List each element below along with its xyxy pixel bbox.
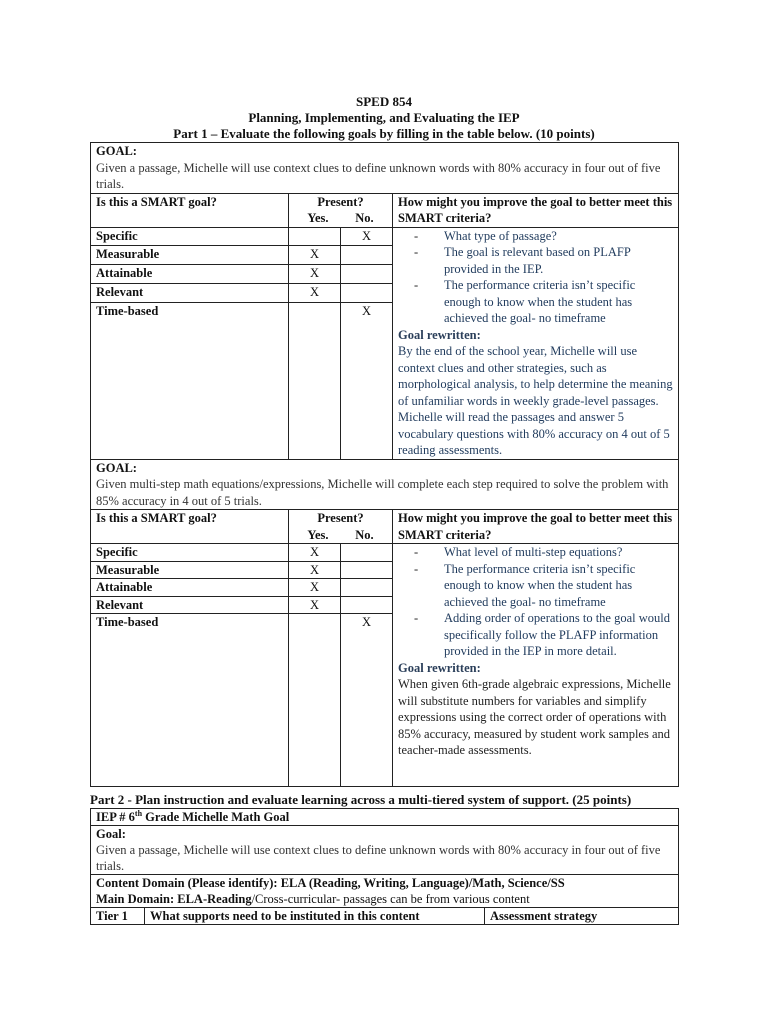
supports-header: What supports need to be instituted in this content — [145, 908, 485, 925]
goal2-no-label: No. — [355, 527, 374, 542]
goal1-yes-cell — [289, 227, 341, 246]
goal1-present-header — [289, 193, 393, 227]
iep-title — [91, 809, 679, 826]
goal1-no-cell: X — [341, 227, 393, 246]
goal1-suggestion: - The performance criteria isn’t specific enough to know when the student has achieved the goal- no timeframe — [414, 277, 673, 327]
part2-goal-label: Goal: — [96, 827, 126, 841]
document-title: Planning, Implementing, and Evaluating the IEP — [248, 110, 520, 125]
goal1-text: Given a passage, Michelle will use context clues to define unknown words with 80% accuracy in four out of five trials. — [96, 160, 661, 191]
goal2-no-cell — [341, 544, 393, 562]
goal1-yes-cell: X — [289, 246, 341, 265]
goal1-criterion: Time-based — [91, 302, 289, 459]
goal2-rewritten-text: When given 6th-grade algebraic expressions, Michelle will substitute numbers for variables and simplify expressions using the correct order of operations with 85% accuracy, measured by student work samples and teacher-made assessments. — [398, 677, 671, 757]
main-domain-rest: /Cross-curricular- passages can be from various content — [251, 892, 530, 906]
goal2-rewritten-label: Goal rewritten: — [398, 660, 481, 675]
iep-sup: th — [134, 808, 143, 818]
content-domain: Content Domain (Please identify): ELA (Reading, Writing, Language)/Math, Science/SS — [96, 876, 565, 890]
iep-suffix: Grade Michelle Math Goal — [142, 810, 290, 824]
goal2-yes-label: Yes. — [307, 527, 329, 542]
goal1-no-cell — [341, 265, 393, 284]
goal2-suggestion: - What level of multi-step equations? — [414, 544, 673, 561]
goal1-criterion: Relevant — [91, 283, 289, 302]
goal2-no-cell — [341, 561, 393, 579]
goal1-no-cell — [341, 283, 393, 302]
goal1-no-label: No. — [355, 211, 374, 225]
part2-goal-text: Given a passage, Michelle will use context clues to define unknown words with 80% accuracy in four out of five trials. — [96, 843, 661, 873]
goal2-yes-cell: X — [289, 544, 341, 562]
part2-heading: Part 2 - Plan instruction and evaluate learning across a multi-tiered system of support. (25 points) — [90, 792, 632, 807]
part2-goal-cell — [91, 826, 679, 875]
goal2-no-cell — [341, 596, 393, 614]
goal2-label: GOAL: — [96, 460, 137, 475]
iep-prefix: IEP # 6 — [96, 810, 135, 824]
goal2-suggestion: - The performance criteria isn’t specific enough to know when the student has achieved the goal- no timeframe — [414, 561, 673, 611]
goal2-question: Is this a SMART goal? — [91, 510, 289, 544]
main-domain-label: Main Domain: ELA-Reading — [96, 892, 252, 906]
goal1-suggestions — [398, 228, 673, 327]
goal2-criterion: Relevant — [91, 596, 289, 614]
part2-table — [90, 808, 679, 925]
goal1-present-label: Present? — [317, 194, 364, 209]
goal1-table — [90, 142, 679, 787]
goal2-goal-cell — [91, 459, 679, 510]
assessment-header: Assessment strategy — [485, 908, 679, 925]
goal2-criterion: Specific — [91, 544, 289, 562]
goal1-rewritten-label: Goal rewritten: — [398, 327, 481, 342]
goal2-yes-cell: X — [289, 596, 341, 614]
goal1-yes-cell: X — [289, 283, 341, 302]
goal2-no-cell — [341, 579, 393, 597]
goal2-present-header — [289, 510, 393, 544]
goal2-no-cell: X — [341, 614, 393, 787]
goal1-improvement-cell — [393, 227, 679, 459]
goal2-criterion: Measurable — [91, 561, 289, 579]
goal1-improve-header: How might you improve the goal to better meet this SMART criteria? — [393, 193, 679, 227]
goal1-no-cell — [341, 246, 393, 265]
goal2-improve-header: How might you improve the goal to better meet this SMART criteria? — [393, 510, 679, 544]
goal1-no-cell: X — [341, 302, 393, 459]
goal1-yes-cell: X — [289, 265, 341, 284]
goal2-improvement-cell — [393, 544, 679, 787]
goal1-suggestion: - What type of passage? — [414, 228, 673, 245]
goal1-rewritten-text: By the end of the school year, Michelle will use context clues and other strategies, such as morphological analysis, to help determine the meaning of unfamiliar words in weekly grade-level passages. Michelle will read the passages and answer 5 vocabulary questions with 80% accuracy on 4 out of 5 reading assessments. — [398, 344, 673, 457]
goal1-suggestion: - The goal is relevant based on PLAFP provided in the IEP. — [414, 244, 673, 277]
goal2-criterion: Attainable — [91, 579, 289, 597]
goal1-yes-label: Yes. — [307, 211, 329, 225]
goal1-goal-cell — [91, 143, 679, 194]
goal1-label: GOAL: — [96, 144, 137, 158]
goal1-criterion: Specific — [91, 227, 289, 246]
goal2-present-label: Present? — [317, 511, 364, 525]
goal2-yes-cell: X — [289, 561, 341, 579]
tier-label: Tier 1 — [91, 908, 145, 925]
goal1-criterion: Attainable — [91, 265, 289, 284]
goal2-criterion: Time-based — [91, 614, 289, 787]
goal1-criterion: Measurable — [91, 246, 289, 265]
goal2-yes-cell: X — [289, 579, 341, 597]
goal2-text: Given multi-step math equations/expressions, Michelle will complete each step required to solve the problem with 85% accuracy in 4 out of 5 trials. — [96, 477, 669, 508]
domain-cell — [91, 875, 679, 908]
goal2-suggestions — [398, 544, 673, 660]
part1-heading: Part 1 – Evaluate the following goals by filling in the table below. (10 points) — [173, 126, 595, 141]
goal1-yes-cell — [289, 302, 341, 459]
course-code: SPED 854 — [356, 94, 412, 109]
goal2-yes-cell — [289, 614, 341, 787]
goal2-suggestion: - Adding order of operations to the goal would specifically follow the PLAFP information provided in the IEP in more detail. — [414, 610, 673, 660]
goal1-question: Is this a SMART goal? — [91, 193, 289, 227]
